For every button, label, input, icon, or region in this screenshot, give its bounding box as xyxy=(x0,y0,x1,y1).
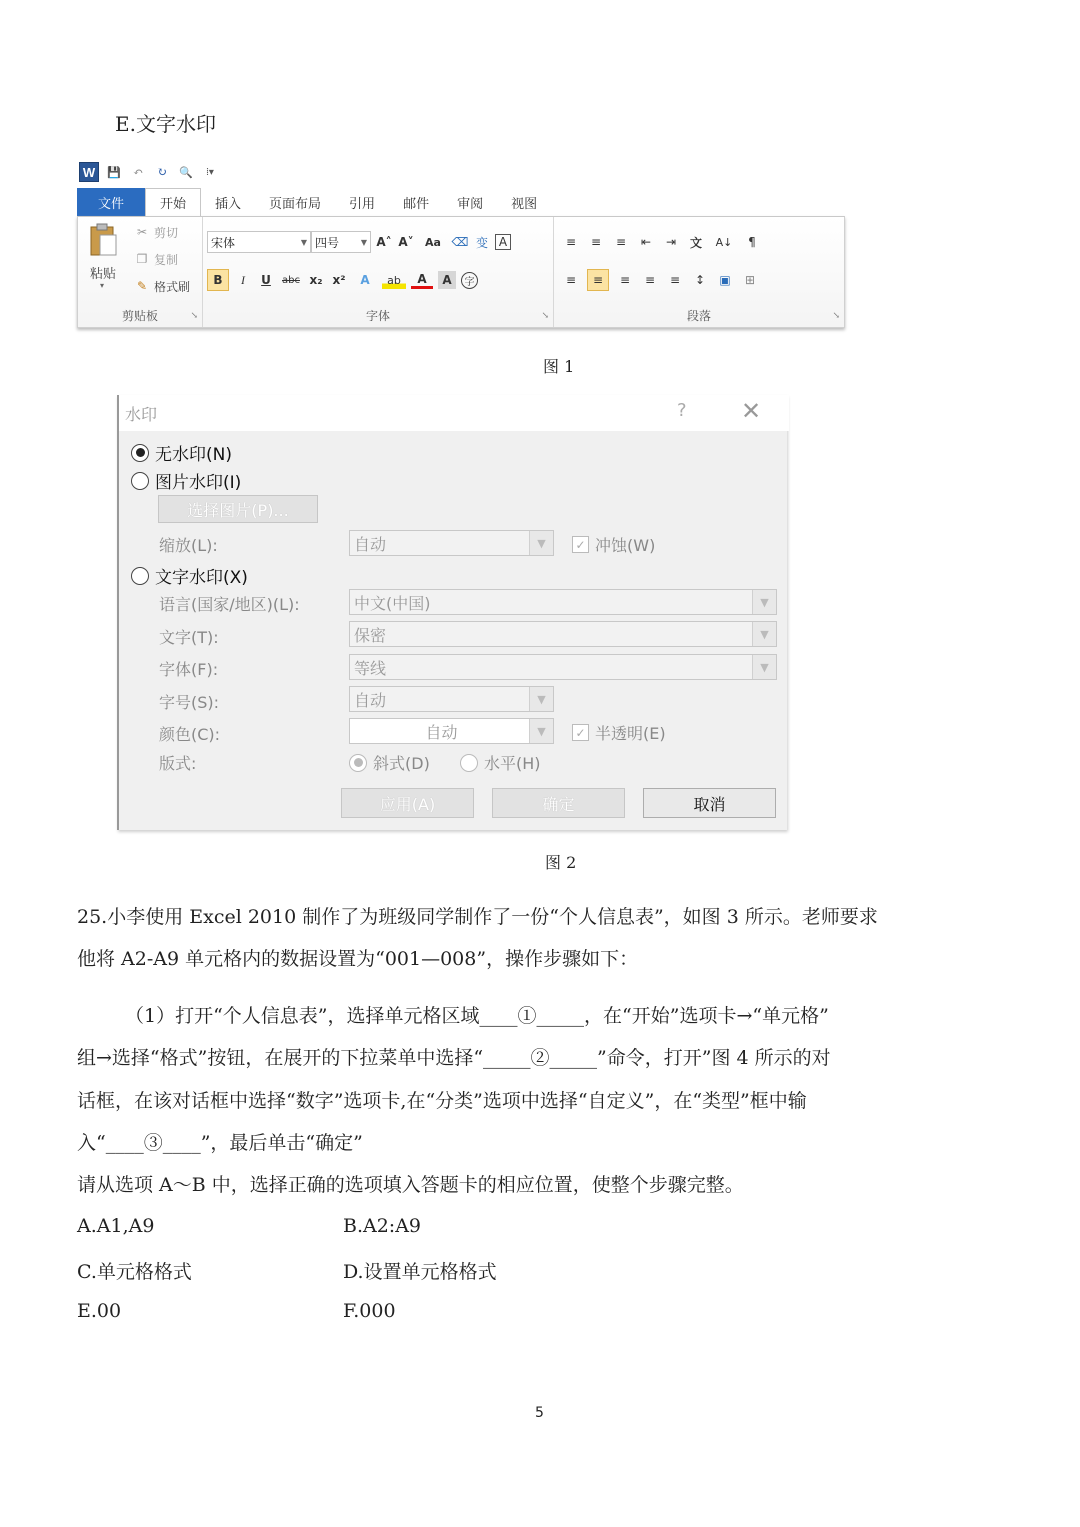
paragraph-row2-tools xyxy=(562,269,759,291)
language-dropdown-icon[interactable]: ▼ xyxy=(752,590,776,614)
size-label: 字号(S): xyxy=(159,693,220,712)
clipboard-group xyxy=(78,217,203,327)
highlight-icon[interactable]: ab xyxy=(382,271,406,289)
dialog-title: 水印 xyxy=(119,395,789,431)
tab-references[interactable]: 引用 xyxy=(349,196,376,212)
font-select[interactable] xyxy=(349,654,777,680)
show-marks-icon[interactable]: ¶ xyxy=(748,235,756,249)
no-watermark-option[interactable] xyxy=(131,440,232,465)
picture-watermark-radio[interactable] xyxy=(131,472,149,490)
align-right-icon[interactable]: ≡ xyxy=(619,273,631,287)
copy-button[interactable] xyxy=(133,250,178,268)
question-line-1: 25.小李使用 Excel 2010 制作了为班级同学制作了一份“个人信息表”，如图 3 所示。老师要求 xyxy=(77,906,878,928)
horizontal-label: 水平(H) xyxy=(484,754,541,773)
bold-icon[interactable]: B xyxy=(207,269,229,291)
semitransparent-label: 半透明(E) xyxy=(595,724,666,743)
size-select[interactable] xyxy=(349,686,554,712)
ok-label: 确定 xyxy=(542,794,575,814)
language-value: 中文(中国) xyxy=(354,593,431,613)
sort-icon[interactable]: A↓ xyxy=(715,235,733,249)
enclose-characters-icon[interactable]: 字 xyxy=(461,272,478,289)
paragraph-launcher-icon[interactable]: ↘ xyxy=(832,311,840,321)
copy-icon: ❐ xyxy=(136,252,148,266)
figure-2-caption: 图 2 xyxy=(545,853,577,872)
text-watermark-radio[interactable] xyxy=(131,567,149,585)
word-ribbon-screenshot xyxy=(77,158,845,330)
horizontal-option[interactable] xyxy=(460,751,541,774)
size-value: 自动 xyxy=(354,690,387,710)
option-d: D.设置单元格格式 xyxy=(343,1261,497,1283)
subscript-icon[interactable]: x₂ xyxy=(309,273,323,287)
tab-file[interactable]: 文件 xyxy=(77,188,145,216)
text-watermark-label: 文字水印(X) xyxy=(155,568,248,588)
save-icon[interactable]: 💾 xyxy=(107,165,121,179)
no-watermark-radio[interactable] xyxy=(131,444,149,462)
option-a: A.A1,A9 xyxy=(77,1215,155,1237)
italic-icon[interactable]: I xyxy=(241,272,245,287)
undo-icon[interactable]: ↶ xyxy=(132,165,144,179)
font-dropdown-icon[interactable]: ▼ xyxy=(752,655,776,679)
apply-button[interactable] xyxy=(341,788,474,818)
phonetic-guide-icon[interactable]: 变 xyxy=(475,235,488,250)
scale-value: 自动 xyxy=(354,534,387,554)
size-dropdown-icon[interactable]: ▼ xyxy=(529,687,553,711)
format-painter-icon: ✎ xyxy=(136,279,148,293)
font-launcher-icon[interactable]: ↘ xyxy=(541,311,549,321)
distributed-icon[interactable]: ≡ xyxy=(669,273,681,287)
washout-check-icon[interactable]: ✓ xyxy=(572,536,589,553)
tab-view[interactable]: 视图 xyxy=(511,196,538,212)
text-label: 文字(T): xyxy=(159,628,219,647)
chinese-layout-icon[interactable]: 文 xyxy=(689,235,702,250)
word-logo-icon: W xyxy=(79,162,99,182)
align-center-icon[interactable]: ≡ xyxy=(587,269,609,291)
font-name-dropdown-icon[interactable]: ▼ xyxy=(300,237,307,247)
format-painter-label: 格式刷 xyxy=(154,279,191,294)
apply-label: 应用(A) xyxy=(379,794,436,814)
grow-font-icon[interactable]: A˄ xyxy=(376,235,392,249)
font-group xyxy=(203,217,554,327)
ribbon-body xyxy=(77,216,845,328)
tab-home[interactable]: 开始 xyxy=(145,188,201,216)
picture-watermark-label: 图片水印(I) xyxy=(155,473,242,493)
question-line-3: （1）打开“个人信息表”，选择单元格区域____①_____，在“开始”选项卡→“单元格” xyxy=(125,1005,829,1027)
print-preview-icon[interactable]: 🔍 xyxy=(179,165,193,179)
font-group-label: 字体 xyxy=(365,309,390,323)
shrink-font-icon[interactable]: A˅ xyxy=(398,235,414,249)
question-line-7: 请从选项 A～B 中，选择正确的选项填入答题卡的相应位置，使整个步骤完整。 xyxy=(77,1174,744,1196)
cancel-button[interactable]: 取消 xyxy=(643,788,776,818)
option-c: C.单元格格式 xyxy=(77,1261,192,1283)
text-dropdown-icon[interactable]: ▼ xyxy=(752,622,776,646)
ribbon-tabs xyxy=(77,188,845,216)
bullets-icon[interactable]: ≡ xyxy=(565,235,577,249)
paragraph-group-label: 段落 xyxy=(686,309,711,323)
font-size-combo[interactable] xyxy=(311,231,371,253)
format-painter-button[interactable] xyxy=(133,277,190,295)
character-shading-icon[interactable]: A xyxy=(438,271,456,289)
select-picture-label: 选择图片(P)... xyxy=(187,500,289,520)
select-picture-button[interactable] xyxy=(158,495,318,523)
font-size-dropdown-icon[interactable]: ▼ xyxy=(360,237,367,247)
option-f: F.000 xyxy=(343,1300,396,1322)
text-value: 保密 xyxy=(354,625,387,645)
copy-label: 复制 xyxy=(154,252,179,267)
line-spacing-icon[interactable]: ↕ xyxy=(694,273,706,287)
change-case-icon[interactable]: Aa xyxy=(425,235,441,249)
diagonal-radio[interactable] xyxy=(349,754,367,772)
paragraph-group xyxy=(554,217,844,327)
justify-icon[interactable]: ≡ xyxy=(644,273,656,287)
font-value: 等线 xyxy=(354,658,387,678)
font-row2-tools xyxy=(207,269,478,291)
font-label: 字体(F): xyxy=(159,660,219,679)
superscript-icon[interactable]: x² xyxy=(332,273,346,287)
tab-review[interactable]: 审阅 xyxy=(457,196,484,212)
numbering-icon[interactable]: ≡ xyxy=(590,235,602,249)
option-b: B.A2:A9 xyxy=(343,1215,422,1237)
cut-label: 剪切 xyxy=(154,225,179,240)
question-line-4: 组→选择“格式”按钮，在展开的下拉菜单中选择“_____②_____”命令，打开”图 4 所示的对 xyxy=(77,1047,831,1069)
paste-icon[interactable] xyxy=(88,223,118,257)
semitransparent-checkbox[interactable] xyxy=(572,721,666,744)
clipboard-group-label: 剪贴板 xyxy=(121,309,158,323)
font-name-combo[interactable] xyxy=(207,231,311,253)
align-left-icon[interactable]: ≡ xyxy=(565,273,577,287)
watermark-dialog xyxy=(117,395,787,830)
option-e: E.00 xyxy=(77,1300,122,1322)
washout-label: 冲蚀(W) xyxy=(595,536,656,555)
decrease-indent-icon[interactable]: ⇤ xyxy=(640,235,652,249)
font-color-icon[interactable]: A xyxy=(411,271,433,289)
close-icon[interactable]: ✕ xyxy=(741,397,762,425)
color-label: 颜色(C): xyxy=(159,725,221,744)
text-select[interactable] xyxy=(349,621,777,647)
font-size-value: 四号 xyxy=(315,235,340,250)
horizontal-radio[interactable] xyxy=(460,754,478,772)
underline-icon[interactable]: U xyxy=(261,273,271,287)
increase-indent-icon[interactable]: ⇥ xyxy=(665,235,677,249)
quick-access-toolbar xyxy=(77,158,277,186)
diagonal-option[interactable] xyxy=(349,751,430,774)
diagonal-label: 斜式(D) xyxy=(373,754,430,773)
shading-icon[interactable]: ▣ xyxy=(719,273,731,287)
figure-1-caption: 图 1 xyxy=(543,357,575,376)
scale-select[interactable] xyxy=(349,530,554,556)
layout-label: 版式: xyxy=(159,754,197,773)
text-watermark-option[interactable] xyxy=(131,563,248,588)
question-line-2: 他将 A2-A9 单元格内的数据设置为“001—008”，操作步骤如下： xyxy=(77,948,639,970)
clear-formatting-icon[interactable]: ⌫ xyxy=(451,235,469,249)
question-line-5: 话框，在该对话框中选择“数字”选项卡,在“分类”选项中选择“自定义”，在“类型”框中输 xyxy=(77,1090,807,1112)
strikethrough-icon[interactable]: abc xyxy=(282,274,300,286)
font-row1-tools xyxy=(375,233,511,251)
semitransparent-check-icon[interactable]: ✓ xyxy=(572,724,589,741)
text-effects-icon[interactable]: A xyxy=(360,273,370,287)
paragraph-row1-tools xyxy=(562,233,761,251)
paste-button[interactable]: 粘贴 xyxy=(90,267,117,282)
help-icon[interactable]: ? xyxy=(677,400,687,421)
scale-label: 缩放(L): xyxy=(159,536,218,555)
tab-page-layout[interactable]: 页面布局 xyxy=(269,196,322,212)
multilevel-list-icon[interactable]: ≡ xyxy=(615,235,627,249)
question-line-6: 入“____③____”，最后单击“确定” xyxy=(77,1132,363,1154)
customize-qat-icon[interactable]: ⁞▾ xyxy=(206,166,214,178)
scale-dropdown-icon[interactable]: ▼ xyxy=(529,531,553,555)
scissors-icon: ✂ xyxy=(136,225,148,239)
cut-button[interactable] xyxy=(133,223,178,241)
color-select[interactable] xyxy=(349,718,554,744)
font-name-value: 宋体 xyxy=(211,235,236,250)
ok-button[interactable] xyxy=(492,788,625,818)
tab-mailings[interactable]: 邮件 xyxy=(403,196,430,212)
color-value: 自动 xyxy=(425,722,458,742)
picture-watermark-option[interactable] xyxy=(131,468,241,493)
color-dropdown-icon[interactable]: ▼ xyxy=(529,719,553,743)
washout-checkbox[interactable] xyxy=(572,533,655,556)
page-number: 5 xyxy=(535,1405,544,1421)
clipboard-launcher-icon[interactable]: ↘ xyxy=(190,311,198,321)
paste-dropdown-icon[interactable]: ▾ xyxy=(100,281,105,290)
redo-icon[interactable]: ↻ xyxy=(156,165,168,179)
language-label: 语言(国家/地区)(L): xyxy=(159,595,300,614)
option-e-heading: E.文字水印 xyxy=(115,112,216,136)
language-select[interactable] xyxy=(349,589,777,615)
character-border-icon[interactable]: A xyxy=(495,234,511,250)
borders-icon[interactable]: ⊞ xyxy=(744,273,756,287)
no-watermark-label: 无水印(N) xyxy=(155,445,232,465)
tab-insert[interactable]: 插入 xyxy=(215,196,242,212)
